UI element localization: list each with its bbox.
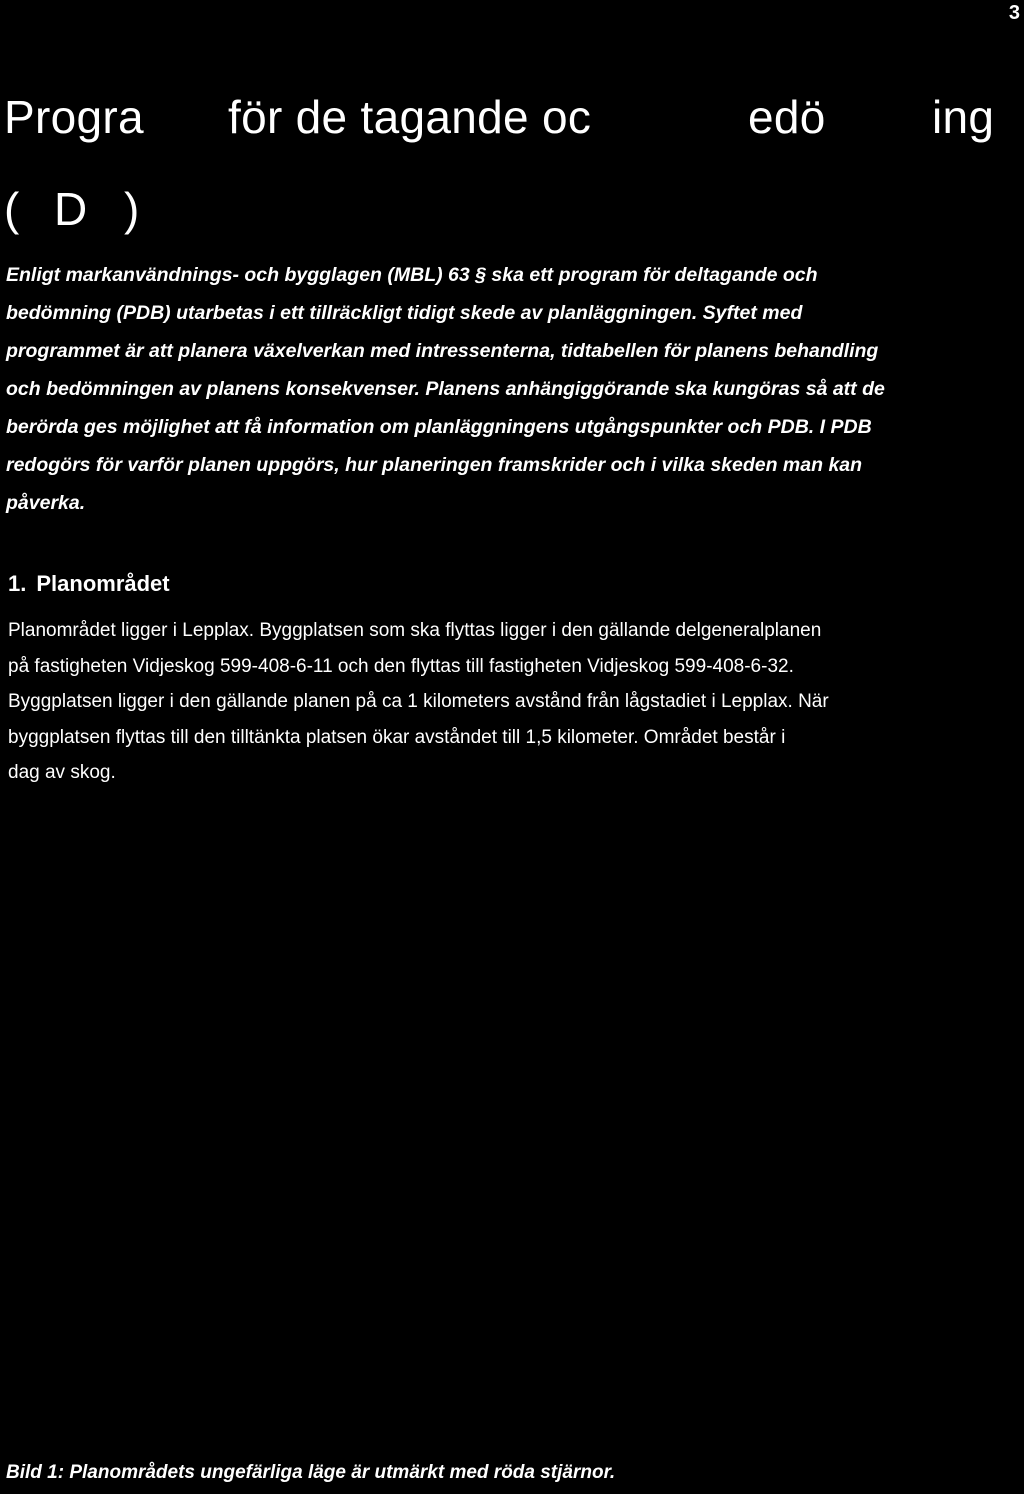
title-fragment: edö	[748, 91, 826, 143]
intro-line: berörda ges möjlighet att få information om planläggningens utgångspunkter och PDB. I PDB	[6, 416, 872, 438]
section-number: 1.	[8, 571, 27, 596]
intro-line: påverka.	[6, 492, 86, 514]
intro-paragraph	[6, 256, 1016, 522]
title-fragment: ing	[932, 91, 995, 143]
title-fragment: D	[54, 183, 88, 235]
intro-line: Enligt markanvändnings- och bygglagen (MBL) 63 § ska ett program för deltagande och	[6, 264, 818, 286]
section-title: Planområdet	[36, 571, 170, 596]
intro-line: och bedömningen av planens konsekvenser. Planens anhängiggörande ska kungöras så att de	[6, 378, 885, 400]
title-line-1	[4, 91, 1004, 186]
section-body	[8, 613, 1018, 791]
page-number: 3	[1008, 2, 1020, 24]
title-fragment: (	[4, 183, 20, 235]
image-caption: Bild 1: Planområdets ungefärliga läge är utmärkt med röda stjärnor.	[6, 1462, 616, 1483]
section-heading	[8, 571, 170, 597]
intro-line: redogörs för varför planen uppgörs, hur planeringen framskrider och i vilka skeden man kan	[6, 454, 863, 476]
intro-line: bedömning (PDB) utarbetas i ett tillräckligt tidigt skede av planläggningen. Syftet med	[6, 302, 803, 324]
title-fragment: )	[124, 183, 140, 235]
body-line: Planområdet ligger i Lepplax. Byggplatsen som ska flyttas ligger i den gällande delgeneralplanen	[8, 620, 822, 641]
body-line: byggplatsen flyttas till den tilltänkta platsen ökar avståndet till 1,5 kilometer. Området består i	[8, 726, 786, 748]
intro-line: programmet är att planera växelverkan med intressenterna, tidtabellen för planens behandling	[6, 340, 879, 362]
title-fragment: för de tagande oc	[228, 91, 592, 143]
body-line: på fastigheten Vidjeskog 599-408-6-11 och den flyttas till fastigheten Vidjeskog 599-408-6-32.	[8, 655, 794, 677]
page-title	[4, 91, 1004, 278]
title-fragment: Progra	[4, 91, 144, 143]
body-line: Byggplatsen ligger i den gällande planen på ca 1 kilometers avstånd från lågstadiet i Lepplax. När	[8, 691, 829, 712]
body-line: dag av skog.	[8, 762, 116, 783]
